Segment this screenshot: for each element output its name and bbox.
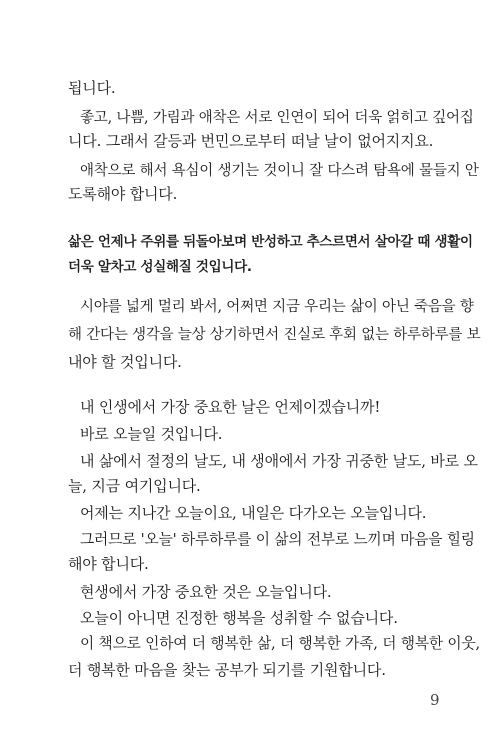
text-line: 그러므로 '오늘' 하루하루를 이 삶의 전부로 느끼며 마음을 힐링	[80, 531, 475, 548]
emphasis-line: 더욱 알차고 성실해질 것입니다.	[68, 259, 252, 275]
text-line: 내 삶에서 절정의 날도, 내 생애에서 가장 귀중한 날도, 바로 오	[80, 452, 478, 470]
text-line: 어제는 지나간 오늘이요, 내일은 다가오는 오늘입니다.	[80, 504, 427, 522]
text-line: 오늘이 아니면 진정한 행복을 성취할 수 없습니다.	[80, 609, 398, 627]
text-line: 됩니다.	[68, 79, 116, 97]
text-line: 이 책으로 인하여 더 행복한 삶, 더 행복한 가족, 더 행복한 이웃,	[80, 635, 481, 652]
text-line: 늘, 지금 여기입니다.	[68, 477, 201, 495]
text-line: 좋고, 나쁨, 가림과 애착은 서로 인연이 되어 더욱 얽히고 깊어집	[80, 110, 474, 126]
text-line: 바로 오늘일 것입니다.	[80, 425, 223, 443]
text-line: 더 행복한 마음을 찾는 공부가 되기를 기원합니다.	[68, 661, 386, 679]
page-number: 9	[430, 691, 440, 709]
text-line: 내야 할 것입니다.	[68, 353, 182, 371]
text-line: 내 인생에서 가장 중요한 날은 언제이겠습니까!	[80, 398, 381, 416]
text-line: 현생에서 가장 중요한 것은 오늘입니다.	[80, 583, 332, 601]
text-line: 도록해야 합니다.	[68, 185, 178, 203]
text-line: 해 간다는 생각을 늘상 상기하면서 진실로 후회 없는 하루하루를 보	[68, 327, 481, 343]
text-line: 니다. 그래서 갈등과 번민으로부터 떠날 날이 없어지지요.	[68, 132, 434, 150]
text-line: 해야 합니다.	[68, 555, 149, 573]
text-line: 시야를 넓게 멀리 봐서, 어쩌면 지금 우리는 삶이 아닌 죽음을 향	[80, 299, 474, 315]
text-line: 애착으로 해서 욕심이 생기는 것이니 잘 다스려 탐욕에 물들지 안	[80, 163, 479, 179]
emphasis-line: 삶은 언제나 주위를 뒤돌아보며 반성하고 추스르면서 살아갈 때 생활이	[68, 234, 473, 250]
